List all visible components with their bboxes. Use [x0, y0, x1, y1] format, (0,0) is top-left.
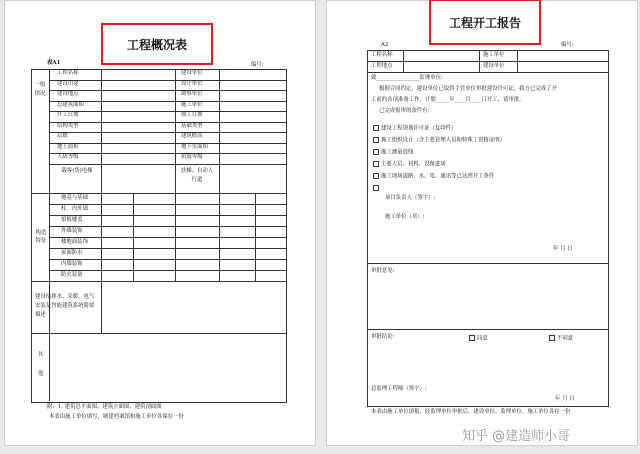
section2-field-label: 楼地面装饰	[61, 239, 88, 245]
agree-checkbox	[469, 335, 475, 341]
section1-field-label: 建设单位	[181, 70, 203, 76]
header-contractor: 施工单位	[483, 52, 505, 58]
checklist-text: 主要人员、材料、设备进场	[381, 161, 446, 168]
checklist-item	[373, 137, 505, 144]
date-2: 年 月 日	[555, 396, 575, 402]
checklist-text: 施工测量放线	[381, 149, 414, 156]
body-line-1: 根据合同约定，建设单位已取得主管单位审批建设许可证，我方已完成了开	[379, 86, 557, 92]
body-line-3: 已完成报审的条件有:	[379, 108, 430, 114]
header-project-location: 工程地点	[371, 63, 393, 69]
right-table-id: A2	[381, 42, 389, 48]
disagree-option	[549, 335, 573, 342]
watermark: 知乎 @建造师小哥	[462, 429, 571, 444]
section2-field-label: 内墙装饰	[61, 261, 83, 267]
left-form-title: 工程概况表	[126, 37, 187, 52]
header-project-name: 工程名称	[371, 52, 393, 58]
section2-field-label: 柱、内外墙	[61, 206, 88, 212]
disagree-label: 不同意	[557, 335, 574, 342]
section2-label: 构造特征	[35, 230, 47, 245]
mep-label: 建设给排水、采暖、电气安装及智能建筑系统简要描述	[35, 294, 95, 319]
checklist-text: 施工现场道路、水、电、通讯等已达到开工条件	[381, 173, 495, 180]
section1-field-label: 层数	[57, 133, 68, 139]
left-footnote-1: 附：1. 建筑总平面图、建筑立面图、建筑剖面图	[47, 404, 162, 410]
right-number-label: 编号:	[561, 42, 574, 48]
section1-field-label: 人防等级	[57, 154, 79, 160]
section1-field-label: 地上面积	[57, 143, 79, 150]
section1-field-label: 施工单位	[181, 101, 203, 108]
to-line: 致________________监理单位:	[371, 75, 443, 81]
pm-sign: 项目负责人（签字）:	[385, 195, 436, 201]
left-form-page	[4, 0, 316, 446]
right-title-box	[429, 0, 541, 45]
right-footnote: 本表由施工单位填报，经监理单位审批后，建设单位、监理单位、施工单位各存一份	[371, 409, 571, 415]
checklist-checkbox	[373, 125, 379, 131]
section2-field-label: 梁板楼盖	[61, 217, 83, 223]
section1-field-label: 开工日期	[57, 112, 79, 118]
agree-label: 同意	[477, 335, 488, 342]
chief-sign: 总监理工程师（签字）:	[371, 386, 427, 392]
checklist-checkbox	[373, 137, 379, 143]
agree-option	[469, 335, 488, 342]
date-1: 年 月 日	[553, 246, 573, 252]
section1-field-label: 地下室面积	[181, 143, 208, 150]
review-label: 审批意见:	[371, 268, 395, 274]
section1-field-label: 结构类型	[57, 122, 79, 129]
section1-field-label: 勘察单位	[181, 91, 203, 97]
section1-field-label: 建筑檐高	[181, 133, 203, 139]
checklist-text: 施工组织设计（含主要管理人员和特殊工资格证明）	[381, 137, 505, 144]
right-form-title: 工程开工报告	[448, 15, 521, 30]
section1-field-label: 基础类型	[181, 122, 203, 129]
left-table-id: 表A1	[47, 60, 61, 66]
checklist-item	[373, 161, 446, 168]
elevator-label: 载客(货)电梯	[61, 168, 93, 174]
checklist-checkbox	[373, 185, 379, 191]
section1-field-label: 竣工日期	[181, 112, 203, 118]
section2-field-label: 地基与基础	[61, 195, 88, 201]
body-line-2: 工前的各项准备工作，计划_____年____月____日开工，请审批。	[371, 97, 525, 103]
section1-field-label: 设计单位	[181, 80, 203, 87]
section2-field-label: 防火装备	[61, 272, 83, 278]
section1-field-label: 工程名称	[57, 70, 79, 76]
checklist-item	[373, 125, 456, 132]
right-form-page	[326, 0, 638, 446]
disagree-checkbox	[549, 335, 555, 341]
checklist-item	[373, 149, 413, 156]
checklist-checkbox	[373, 173, 379, 179]
left-form-table	[31, 69, 287, 403]
checklist-item	[373, 173, 494, 180]
checklist-checkbox	[373, 161, 379, 167]
header-owner: 建设单位	[483, 63, 505, 69]
checklist-checkbox	[373, 149, 379, 155]
checklist-item	[373, 185, 381, 192]
checklist-text: 建设工程规划许可证（复印件）	[381, 125, 457, 132]
section2-field-label: 外墙装饰	[61, 228, 83, 234]
conclusion-label: 审批结论:	[371, 334, 395, 340]
contractor-sign: 施工单位（章）:	[385, 214, 425, 220]
section1-field-label: 建设用途	[57, 80, 79, 87]
left-footnote-2: 本表由施工单位填写，城建档案馆和施工单位各保存一份	[49, 414, 184, 420]
left-title-box	[101, 23, 213, 65]
section1-field-label: 建设地点	[57, 91, 79, 97]
section1-field-label: 总建筑面积	[57, 101, 84, 108]
escalator-label: 扶梯、自动人行道	[180, 168, 214, 184]
section2-field-label: 屋面防水	[61, 250, 83, 256]
section1-label: 一般情况	[34, 82, 46, 97]
left-number-label: 编号:	[251, 62, 264, 68]
other-label: 其他	[38, 352, 44, 377]
section1-field-label: 抗震等级	[181, 154, 203, 160]
